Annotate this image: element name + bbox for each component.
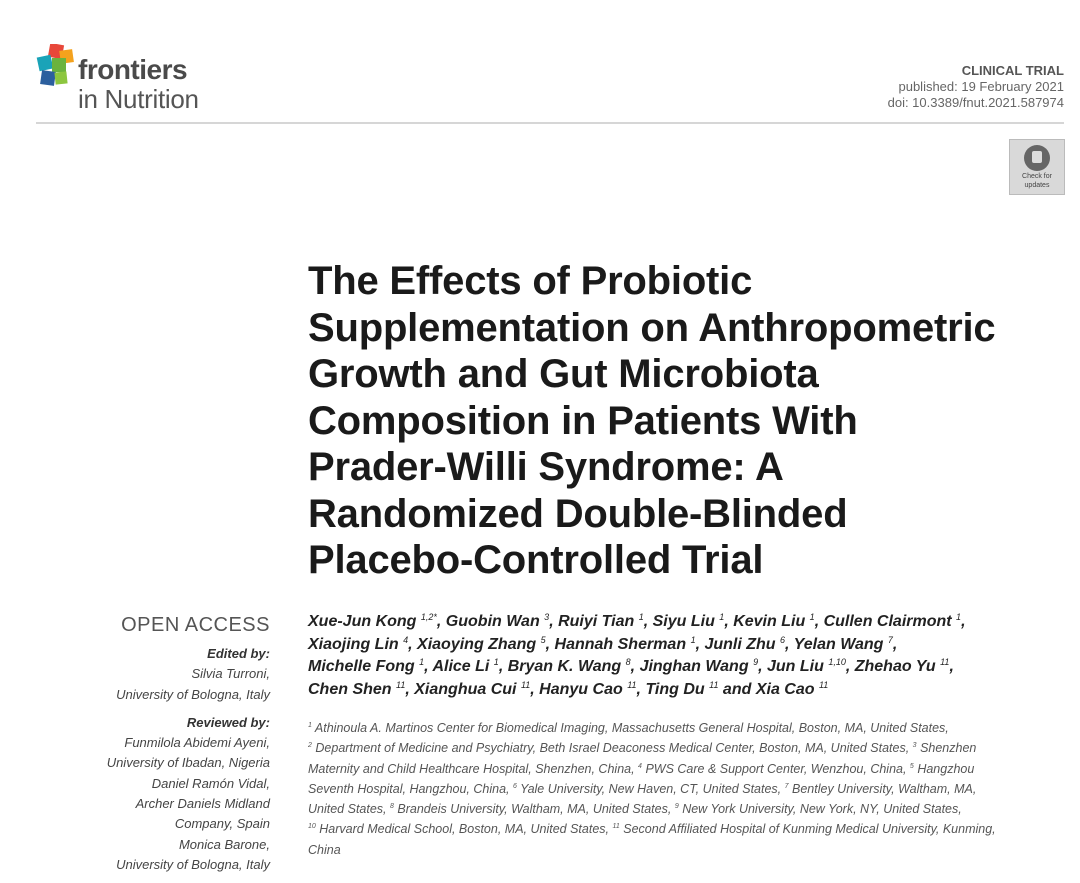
author-affiliation-marker: 11 bbox=[396, 679, 406, 690]
title-line: Placebo-Controlled Trial bbox=[308, 538, 764, 582]
author-name[interactable]: Ting Du bbox=[645, 680, 705, 698]
affiliation-number: 10 bbox=[308, 823, 316, 831]
article-type: CLINICAL TRIAL bbox=[961, 63, 1064, 78]
author-line: Michelle Fong $^1$, Alice Li $^1$, Bryan K. Wang $^8$, Jinghan Wang $^9$, Jun Liu $^{1,10}$, Zhehao Yu $^{11}$, bbox=[308, 657, 954, 675]
affiliation-line bbox=[308, 759, 1068, 779]
author-name[interactable]: Xianghua Cui bbox=[414, 680, 517, 698]
author-affiliation-marker: 1,10 bbox=[828, 657, 846, 667]
author-affiliation-marker: 8 bbox=[625, 657, 631, 667]
author-name[interactable]: Jinghan Wang bbox=[639, 658, 749, 675]
affiliation-line bbox=[308, 718, 1068, 738]
author-line: Xue-Jun Kong $^{1,2*}$, Guobin Wan $^3$, Ruiyi Tian $^1$, Siyu Liu $^1$, Kevin Liu $^1$, Cullen Clairmont $^1$, bbox=[308, 612, 966, 630]
affiliation-number: 5 bbox=[909, 762, 914, 770]
author-affiliation-marker: 11 bbox=[818, 679, 829, 690]
affiliation-text: Brandeis University, Waltham, MA, United States, bbox=[397, 802, 675, 817]
author-affiliation-marker: 1,2* bbox=[420, 612, 437, 622]
author-name[interactable]: Chen Shen bbox=[308, 680, 392, 698]
check-updates-label-2: updates bbox=[1024, 182, 1050, 189]
affiliation-number: 9 bbox=[674, 803, 679, 811]
affiliation-text: Second Affiliated Hospital of Kunming Medical University, Kunming, bbox=[623, 822, 996, 837]
reviewer-line: Archer Daniels Midland bbox=[135, 796, 270, 812]
affiliation-text: Hangzhou bbox=[917, 761, 975, 776]
author-line: Chen Shen $^{11}$, Xianghua Cui $^{11}$, Hanyu Cao $^{11}$, Ting Du $^{11}$ and Xia Cao $^{11}$ bbox=[308, 679, 829, 698]
affiliation-text: PWS Care & Support Center, Wenzhou, China, bbox=[645, 761, 910, 776]
reviewed-by-heading: Reviewed by: bbox=[186, 714, 270, 730]
affiliation-number: 7 bbox=[784, 782, 789, 790]
affiliation-text: New York University, New York, NY, United States, bbox=[682, 802, 962, 817]
check-updates-label-1: Check for bbox=[1022, 173, 1052, 180]
affiliation-text: Seventh Hospital, Hangzhou, China, bbox=[308, 781, 513, 796]
author-affiliation-marker: 9 bbox=[753, 657, 759, 667]
bookmark-icon bbox=[1024, 145, 1050, 171]
author-name[interactable]: Ruiyi Tian bbox=[558, 613, 635, 630]
author-affiliation-marker: 5 bbox=[540, 634, 546, 645]
affiliation-line bbox=[308, 799, 1068, 819]
author-name[interactable]: Junli Zhu bbox=[704, 635, 776, 653]
title-line: Supplementation on Anthropometric bbox=[308, 305, 996, 350]
affiliation-number: 3 bbox=[912, 742, 917, 750]
affiliation-text: Athinoula A. Martinos Center for Biomedical Imaging, Massachusetts General Hospital, Boston, MA, United States, bbox=[314, 721, 949, 735]
affiliation-number: 1 bbox=[308, 722, 312, 729]
affiliation-number: 4 bbox=[638, 762, 642, 770]
affiliation-number: 6 bbox=[513, 782, 517, 790]
author-name[interactable]: Zhehao Yu bbox=[854, 658, 936, 675]
author-name[interactable]: Xiaoying Zhang bbox=[417, 635, 537, 653]
edited-by-heading: Edited by: bbox=[207, 646, 270, 661]
author-name[interactable]: Xia Cao bbox=[755, 680, 815, 698]
author-affiliation-marker: 11 bbox=[940, 657, 950, 667]
affiliation-text: Maternity and Child Healthcare Hospital, Shenzhen, China, bbox=[308, 761, 639, 776]
author-affiliation-marker: 3 bbox=[544, 612, 550, 622]
author-affiliation-marker: 1 bbox=[419, 657, 425, 667]
affiliation-number: 2 bbox=[308, 742, 312, 750]
article-title bbox=[308, 258, 1068, 584]
article-meta bbox=[888, 63, 1064, 111]
open-access-label: OPEN ACCESS bbox=[121, 614, 270, 636]
check-for-updates-button[interactable] bbox=[1009, 139, 1065, 195]
author-name[interactable]: Xiaojing Lin bbox=[308, 635, 399, 653]
author-list bbox=[308, 611, 1068, 701]
reviewer-list bbox=[107, 733, 270, 875]
author-affiliation-marker: 1 bbox=[956, 612, 962, 622]
author-affiliation-marker: 1 bbox=[690, 634, 696, 645]
reviewer-line: Company, Spain bbox=[174, 816, 270, 832]
affiliation-text: Harvard Medical School, Boston, MA, United States, bbox=[319, 822, 613, 837]
author-affiliation-marker: 11 bbox=[520, 679, 531, 690]
affiliation-number: 11 bbox=[612, 823, 620, 831]
published-date: published: 19 February 2021 bbox=[898, 79, 1064, 94]
author-affiliation-marker: 11 bbox=[709, 679, 719, 690]
author-name[interactable]: Siyu Liu bbox=[652, 613, 715, 630]
author-affiliation-marker: 4 bbox=[403, 634, 409, 645]
author-affiliation-marker: 6 bbox=[780, 634, 786, 645]
journal-subtitle: in Nutrition bbox=[78, 84, 199, 114]
author-name[interactable]: Kevin Liu bbox=[733, 613, 806, 630]
editor-name: Silvia Turroni, bbox=[191, 666, 270, 682]
author-name[interactable]: Cullen Clairmont bbox=[823, 613, 952, 630]
title-line: Randomized Double-Blinded bbox=[308, 491, 848, 536]
author-affiliation-marker: 1 bbox=[638, 612, 644, 622]
reviewer-line: University of Bologna, Italy bbox=[116, 856, 270, 872]
author-affiliation-marker: 11 bbox=[627, 679, 637, 690]
affiliation-text: Department of Medicine and Psychiatry, Beth Israel Deaconess Medical Center, Boston, MA, United States, bbox=[315, 741, 913, 756]
affiliation-line bbox=[308, 738, 1068, 758]
affiliation-text: China bbox=[308, 842, 341, 857]
author-affiliation-marker: 7 bbox=[887, 634, 893, 645]
affiliation-list bbox=[308, 718, 1068, 860]
reviewer-line: Daniel Ramón Vidal, bbox=[151, 775, 270, 791]
reviewer-line: University of Ibadan, Nigeria bbox=[106, 755, 270, 771]
author-name[interactable]: Jun Liu bbox=[766, 658, 824, 675]
journal-brand-name: frontiers bbox=[78, 54, 188, 85]
frontiers-logo-icon bbox=[36, 44, 76, 90]
author-name[interactable]: Michelle Fong bbox=[308, 658, 415, 675]
author-affiliation-marker: 1 bbox=[809, 612, 815, 622]
affiliation-text: Yale University, New Haven, CT, United States, bbox=[520, 781, 785, 796]
author-name[interactable]: Alice Li bbox=[432, 658, 490, 675]
reviewer-line: Monica Barone, bbox=[178, 836, 270, 852]
author-affiliation-marker: 1 bbox=[493, 657, 499, 667]
journal-logo[interactable] bbox=[36, 44, 296, 114]
title-line: Growth and Gut Microbiota bbox=[308, 352, 819, 396]
author-name[interactable]: Yelan Wang bbox=[793, 635, 884, 653]
author-affiliation-marker: 1 bbox=[719, 612, 725, 622]
author-name[interactable]: Hanyu Cao bbox=[539, 680, 623, 698]
author-name[interactable]: Guobin Wan bbox=[445, 613, 540, 630]
affiliation-line bbox=[308, 779, 1068, 799]
author-name[interactable]: Xue-Jun Kong bbox=[308, 613, 417, 630]
author-line: Xiaojing Lin $^4$, Xiaoying Zhang $^5$, Hannah Sherman $^1$, Junli Zhu $^6$, Yelan Wang $^7$, bbox=[308, 634, 898, 653]
doi[interactable]: doi: 10.3389/fnut.2021.587974 bbox=[887, 95, 1064, 110]
title-line: Prader-Willi Syndrome: A bbox=[308, 445, 784, 489]
affiliation-line bbox=[308, 840, 1068, 860]
author-name[interactable]: Hannah Sherman bbox=[554, 635, 687, 653]
affiliation-text: Shenzhen bbox=[920, 741, 977, 756]
header-divider bbox=[36, 122, 1064, 124]
editor-affiliation: University of Bologna, Italy bbox=[116, 686, 270, 702]
affiliation-text: United States, bbox=[308, 802, 390, 817]
title-line: Composition in Patients With bbox=[308, 398, 858, 443]
author-name[interactable]: Bryan K. Wang bbox=[507, 658, 622, 675]
affiliation-text: Bentley University, Waltham, MA, bbox=[792, 781, 977, 796]
affiliation-number: 8 bbox=[390, 803, 394, 811]
title-line: The Effects of Probiotic bbox=[308, 259, 753, 303]
editorial-sidebar bbox=[107, 612, 270, 875]
reviewer-line: Funmilola Abidemi Ayeni, bbox=[124, 735, 270, 751]
affiliation-line bbox=[308, 819, 1068, 839]
